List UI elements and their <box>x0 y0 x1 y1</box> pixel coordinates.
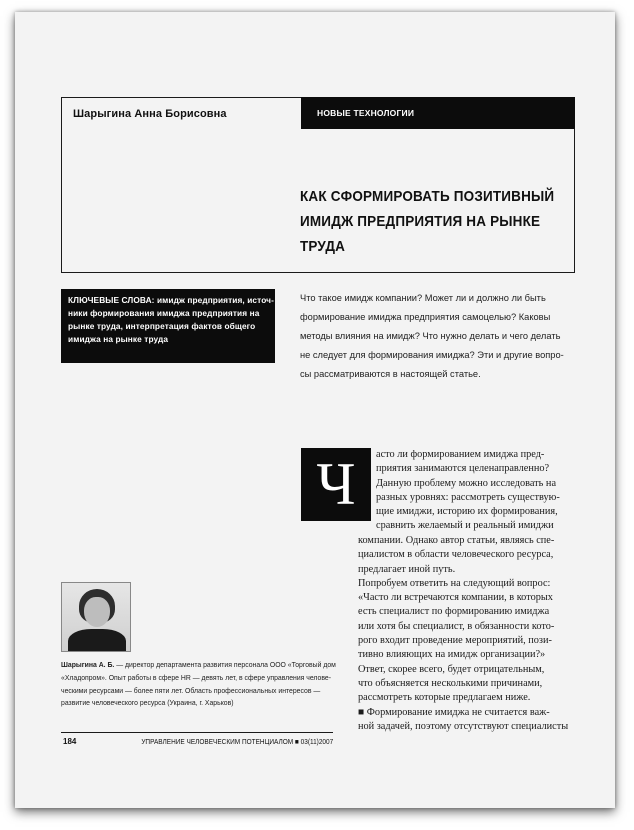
bio-line <box>61 659 336 672</box>
page-footer <box>61 736 333 748</box>
body-line: или хотя бы специалист, в обязанности кото- <box>358 620 555 632</box>
body-line: ■ Формирование имиджа не считается важ- <box>358 706 550 718</box>
body-line: асто ли формированием имиджа пред- <box>376 449 545 460</box>
body-line: «Часто ли встречаются компании, в которых <box>358 592 553 604</box>
bio-line: «Хладопром». Опыт работы в сфере HR — девять лет, в сфере управления челове- <box>61 672 332 682</box>
body-line: Ответ, скорее всего, будет отрицательным, <box>358 663 545 675</box>
lead-line: Что такое имидж компании? Может ли и должно ли быть <box>300 293 546 303</box>
lead-line: формирование имиджа предприятия самоцелью? Каковы <box>300 312 551 322</box>
title-line: ТРУДА <box>300 238 346 255</box>
body-line: тивно влияющих на имидж организации?» <box>358 649 546 661</box>
keywords-box <box>61 289 275 363</box>
photo-body <box>68 629 126 652</box>
bio-line: ческими ресурсами — более пяти лет. Область профессиональных интересов — <box>61 685 321 695</box>
body-column <box>358 534 578 734</box>
body-line: рого входит проведение мероприятий, пози- <box>358 635 552 647</box>
footer-rule <box>61 732 333 733</box>
body-line: щие имиджи, историю их формирования, <box>376 506 558 518</box>
body-line: разных уровнях: рассмотреть существую- <box>376 491 560 503</box>
journal-name: УПРАВЛЕНИЕ ЧЕЛОВЕЧЕСКИМ ПОТЕНЦИАЛОМ ■ 03(11)2007 <box>141 737 333 746</box>
bio-line: развитие человеческого ресурса (Украина, г. Харьков) <box>61 698 234 708</box>
title-line: КАК СФОРМИРОВАТЬ ПОЗИТИВНЫЙ <box>300 188 555 205</box>
keywords-line: рынке труда, интерпретация фактов общего <box>68 321 256 331</box>
body-line: Попробуем ответить на следующий вопрос: <box>358 577 551 589</box>
bio-text: — директор департамента развития персонала ООО «Торговый дом <box>114 660 336 669</box>
body-wrap-column <box>376 448 576 534</box>
body-line: есть специалист по формированию имиджа <box>358 606 550 618</box>
body-line: Данную проблему можно исследовать на <box>376 477 557 489</box>
body-line: ной задачей, поэтому отсутствуют специалисты <box>358 720 569 732</box>
page-number: 184 <box>63 737 77 746</box>
lead-line: сы рассматриваются в настоящей статье. <box>300 369 481 379</box>
body-line: компании. Однако автор статьи, являясь спе- <box>358 535 555 546</box>
drop-cap: Ч <box>301 448 371 521</box>
body-line: предлагает иной путь. <box>358 563 456 575</box>
keywords-line: КЛЮЧЕВЫЕ СЛОВА: имидж предприятия, источ- <box>68 295 274 305</box>
photo-face <box>84 597 110 627</box>
lead-line: не следует для формирования имиджа? Эти и другие вопро- <box>300 350 564 360</box>
article-title <box>300 184 555 259</box>
keywords-line: ники формирования имиджа предприятия на <box>68 308 260 318</box>
lead-line: методы влияния на имидж? Что нужно делать и чего делать <box>300 331 561 341</box>
author-bio <box>61 659 336 710</box>
author-photo <box>61 582 131 652</box>
body-line: приятия занимаются целенаправленно? <box>376 463 550 475</box>
body-line: что объясняется несколькими причинами, <box>358 677 543 689</box>
section-tag: НОВЫЕ ТЕХНОЛОГИИ <box>301 97 575 129</box>
lead-paragraph <box>300 289 578 384</box>
body-line: рассмотреть которые предлагаем ниже. <box>358 692 531 704</box>
bio-name: Шарыгина А. Б. <box>61 660 115 669</box>
author-name: Шарыгина Анна Борисовна <box>73 108 227 120</box>
body-line: сравнить желаемый и реальный имиджи <box>376 520 554 532</box>
keywords-line: имиджа на рынке труда <box>68 334 169 344</box>
title-line: ИМИДЖ ПРЕДПРИЯТИЯ НА РЫНКЕ <box>300 213 541 230</box>
body-line: циалистом в области человеческого ресурса, <box>358 549 554 561</box>
